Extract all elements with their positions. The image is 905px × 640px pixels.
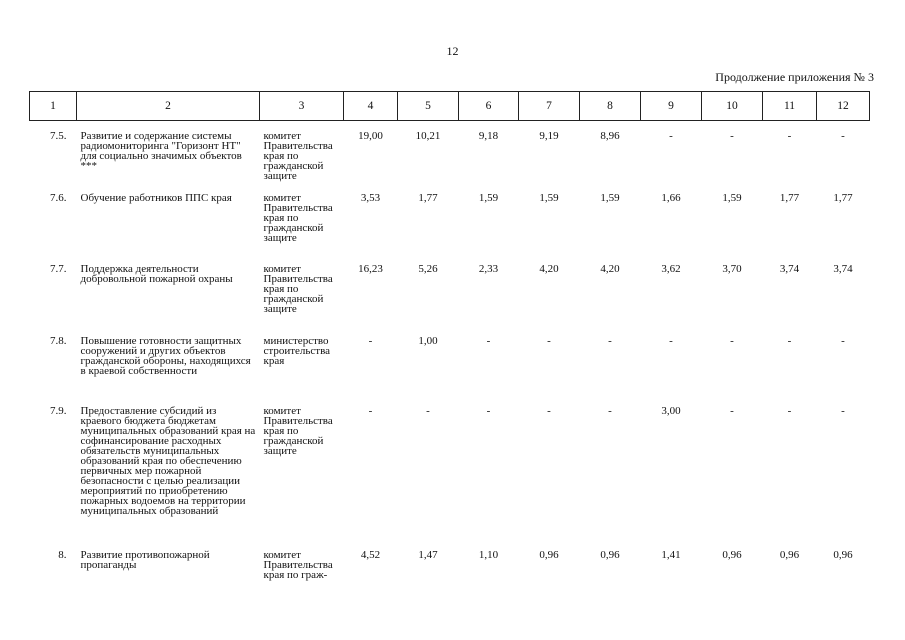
- executor: комитет Правительства края по граж-: [263, 548, 333, 581]
- value-cell: 3,53: [360, 191, 381, 204]
- value-cell: -: [787, 334, 792, 347]
- value-cell: -: [426, 404, 430, 417]
- column-header: 9: [641, 92, 702, 121]
- header-row: [30, 92, 870, 121]
- value-cell: 4,52: [360, 548, 381, 561]
- value-cell: 0,96: [722, 548, 742, 561]
- value-cell: 1,59: [722, 191, 742, 204]
- row-number: 7.7.: [50, 262, 67, 275]
- row-number: 7.9.: [50, 404, 67, 417]
- table-row: [30, 193, 870, 264]
- column-header: 11: [763, 92, 817, 121]
- column-header: 1: [30, 92, 77, 121]
- column-header: 5: [398, 92, 459, 121]
- value-cell: -: [730, 334, 734, 347]
- column-header: 12: [817, 92, 870, 121]
- executor: комитет Правительства края по гражданской защите: [263, 404, 333, 457]
- value-cell: 1,59: [478, 191, 499, 204]
- value-cell: -: [608, 404, 612, 417]
- table-row: [30, 336, 870, 406]
- value-cell: -: [547, 404, 551, 417]
- value-cell: 10,21: [415, 130, 441, 142]
- value-cell: -: [608, 334, 612, 347]
- column-header: 10: [702, 92, 763, 121]
- value-cell: -: [841, 404, 845, 417]
- measure-name: Развитие и содержание системы радиомониторинга "Горизонт НТ" для социально значимых объектов ***: [80, 130, 242, 172]
- value-cell: 0,96: [600, 548, 620, 561]
- value-cell: -: [669, 334, 673, 347]
- value-cell: 1,47: [418, 548, 438, 561]
- column-header: 8: [580, 92, 641, 121]
- value-cell: 1,10: [478, 548, 499, 561]
- value-cell: -: [547, 334, 551, 347]
- row-number: 7.6.: [50, 191, 67, 204]
- executor: комитет Правительства края по гражданской защите: [263, 191, 333, 244]
- page-number: 12: [446, 44, 459, 58]
- value-cell: 2,33: [478, 262, 499, 275]
- measure-name: Обучение работников ППС края: [80, 191, 232, 204]
- column-header: 6: [459, 92, 519, 121]
- value-cell: 1,59: [600, 191, 620, 204]
- value-cell: -: [486, 334, 491, 347]
- row-number: 7.5.: [50, 130, 67, 142]
- value-cell: 1,41: [661, 548, 681, 561]
- value-cell: 1,77: [418, 191, 438, 204]
- table-row: [30, 550, 870, 586]
- value-cell: 19,00: [358, 130, 383, 142]
- value-cell: 3,70: [722, 262, 742, 275]
- value-cell: -: [368, 334, 373, 347]
- column-header: 7: [519, 92, 580, 121]
- value-cell: -: [486, 404, 491, 417]
- table-row: [30, 121, 870, 193]
- value-cell: 4,20: [600, 262, 620, 275]
- continuation-note: Продолжение приложения № 3: [715, 70, 874, 84]
- row-number: 8.: [58, 548, 67, 561]
- row-number: 7.8.: [50, 334, 67, 347]
- value-cell: -: [669, 130, 673, 142]
- value-cell: 5,26: [418, 262, 438, 275]
- value-cell: 1,77: [833, 191, 853, 204]
- executor: комитет Правительства края по гражданской защите: [263, 130, 333, 182]
- table-row: [30, 406, 870, 550]
- value-cell: 3,00: [661, 404, 681, 417]
- measure-name: Предоставление субсидий из краевого бюджета бюджетам муниципальных образований края на софинансирование расходных обязательств муниципальных образований края по обеспечению первичных мер пожарной безопасности с целью реализации мероприятий по приобретению пожарных водоемов на территории муниципальных образований: [80, 404, 256, 517]
- executor: министерство строительства края: [263, 334, 331, 367]
- column-header: 2: [77, 92, 260, 121]
- value-cell: -: [841, 130, 845, 142]
- value-cell: -: [730, 130, 734, 142]
- table-row: [30, 264, 870, 336]
- measure-name: Развитие противопожарной пропаганды: [80, 548, 210, 571]
- value-cell: 16,23: [358, 262, 383, 275]
- value-cell: 3,74: [779, 262, 800, 275]
- value-cell: -: [787, 130, 792, 142]
- value-cell: 1,59: [539, 191, 559, 204]
- executor: комитет Правительства края по гражданской защите: [263, 262, 333, 315]
- value-cell: -: [787, 404, 792, 417]
- value-cell: 0,96: [833, 548, 853, 561]
- measure-name: Поддержка деятельности добровольной пожарной охраны: [80, 262, 233, 285]
- value-cell: 0,96: [779, 548, 800, 561]
- value-cell: 1,77: [779, 191, 800, 204]
- value-cell: 1,66: [661, 191, 681, 204]
- value-cell: 3,62: [661, 262, 681, 275]
- value-cell: 0,96: [539, 548, 559, 561]
- value-cell: 8,96: [600, 130, 620, 142]
- value-cell: 1,00: [418, 334, 438, 347]
- value-cell: 9,19: [539, 130, 559, 142]
- program-table: [29, 91, 870, 586]
- value-cell: 9,18: [478, 130, 499, 142]
- column-header: 3: [260, 92, 344, 121]
- value-cell: -: [730, 404, 734, 417]
- value-cell: -: [368, 404, 373, 417]
- value-cell: -: [841, 334, 845, 347]
- column-header: 4: [344, 92, 398, 121]
- value-cell: 4,20: [539, 262, 559, 275]
- measure-name: Повышение готовности защитных сооружений и других объектов гражданской обороны, находящихся в краевой собственности: [80, 334, 251, 377]
- value-cell: 3,74: [833, 262, 853, 275]
